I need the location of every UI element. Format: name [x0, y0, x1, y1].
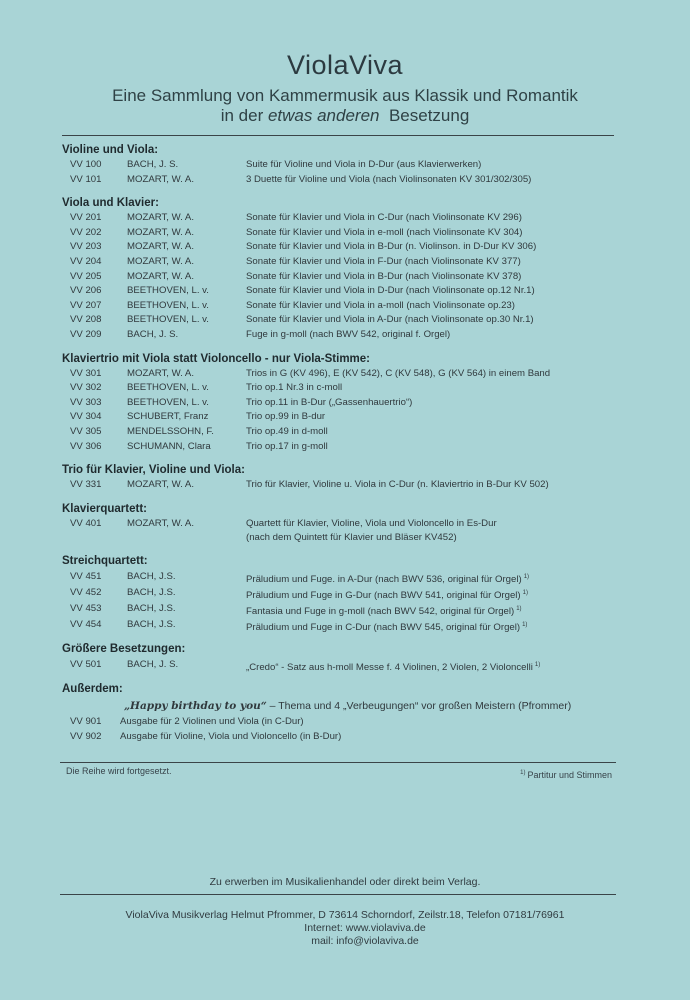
catalog-number: VV 203	[70, 241, 102, 253]
section-streichquartett	[62, 553, 622, 633]
catalog-row	[62, 478, 622, 493]
composer: BACH, J.S.	[127, 603, 176, 615]
purchase-note: Zu erwerben im Musikalienhandel oder direkt beim Verlag.	[209, 876, 481, 888]
catalog-row	[62, 730, 622, 745]
catalog-number: VV 452	[70, 587, 102, 599]
work-title: Trio op.1 Nr.3 in c-moll	[246, 382, 343, 394]
work-title-text: Präludium und Fuge in G-Dur (nach BWV 541, original für Orgel)	[246, 590, 521, 602]
work-title: Suite für Violine und Viola in D-Dur (aus Klavierwerken)	[246, 159, 482, 170]
work-title: Ausgabe für Violine, Viola und Violoncello (in B-Dur)	[120, 730, 342, 742]
section-klaviertrio-viola	[62, 351, 622, 455]
catalog-number: VV 202	[70, 226, 102, 238]
catalog-row	[62, 517, 622, 532]
catalog-number: VV 453	[70, 603, 102, 615]
composer: BEETHOVEN, L. v.	[127, 299, 209, 311]
work-title-continued: (nach dem Quintett für Klavier und Bläser KV452)	[246, 532, 457, 544]
catalog-row	[62, 313, 622, 328]
composer: SCHUBERT, Franz	[127, 411, 209, 423]
catalog-number: VV 501	[70, 659, 102, 671]
subtitle-post: Besetzung	[388, 106, 470, 125]
catalog-number: VV 206	[70, 285, 102, 297]
composer: BEETHOVEN, L. v.	[127, 382, 209, 394]
composer: BACH, J. S.	[127, 659, 179, 671]
composer: SCHUMANN, Clara	[127, 440, 211, 452]
footnote-mark: 1)	[534, 662, 541, 669]
work-title: Sonate für Klavier und Viola in a-moll (nach Violinsonate op.23)	[246, 299, 515, 311]
composer: MOZART, W. A.	[127, 173, 194, 185]
work-title: Trios in G (KV 496), E (KV 542), C (KV 548), G (KV 564) in einem Band	[246, 367, 551, 379]
catalog-row	[62, 381, 622, 396]
catalog-number: VV 305	[70, 425, 102, 437]
catalog-row	[62, 226, 622, 241]
catalog-number: VV 303	[70, 396, 102, 408]
top-divider	[62, 135, 614, 136]
publisher-internet: Internet: www.violaviva.de	[304, 922, 426, 934]
catalog-row	[62, 569, 622, 585]
catalog-row	[62, 240, 622, 255]
birthday-title: „Happy birthday to you“	[124, 700, 267, 713]
section-klavierquartett	[62, 501, 622, 546]
footnote-mark: 1)	[522, 622, 528, 629]
footnote-mark: 1)	[520, 770, 526, 776]
composer: MOZART, W. A.	[127, 479, 194, 491]
work-title: Quartett für Klavier, Violine, Viola und Violoncello in Es-Dur	[246, 517, 497, 529]
composer: BEETHOVEN, L. v.	[127, 314, 209, 326]
catalog-row	[62, 173, 622, 188]
catalog-number: VV 201	[70, 212, 102, 224]
work-title-text: Präludium und Fuge. in A-Dur (nach BWV 536, original für Orgel)	[246, 574, 522, 586]
catalog-number: VV 101	[70, 173, 102, 185]
work-title: Trio op.11 in B-Dur („Gassenhauertrio“)	[246, 396, 413, 408]
subtitle-pre: in der	[220, 106, 264, 125]
section-heading: Violine und Viola:	[62, 144, 159, 156]
section-heading: Viola und Klavier:	[62, 197, 159, 210]
catalog-row	[62, 425, 622, 440]
catalog-number: VV 208	[70, 314, 102, 326]
work-title: Sonate für Klavier und Viola in D-Dur (nach Violinsonate op.12 Nr.1)	[246, 285, 535, 297]
work-title: Trio op.49 in d-moll	[246, 425, 328, 437]
page-title: ViolaViva	[286, 50, 404, 80]
composer: MOZART, W. A.	[127, 255, 194, 267]
birthday-entry	[62, 697, 622, 715]
composer: BACH, J. S.	[127, 328, 179, 340]
catalog-row	[62, 410, 622, 425]
work-title: Sonate für Klavier und Viola in A-Dur (nach Violinsonate op.30 Nr.1)	[246, 314, 534, 326]
subtitle-line-1: Eine Sammlung von Kammermusik aus Klassik und Romantik	[112, 86, 578, 105]
composer: MOZART, W. A.	[127, 517, 194, 529]
section-trio-klavier-violine-viola	[62, 462, 622, 493]
composer: BEETHOVEN, L. v.	[127, 285, 209, 297]
catalog-number: VV 902	[70, 730, 102, 742]
catalog-number: VV 451	[70, 571, 102, 583]
work-title: Ausgabe für 2 Violinen und Viola (in C-Dur)	[120, 716, 304, 728]
section-heading: Trio für Klavier, Violine und Viola:	[62, 464, 245, 477]
footer-divider	[60, 894, 616, 895]
catalog-number: VV 207	[70, 299, 102, 311]
subtitle-line-2	[0, 106, 690, 126]
catalog-number: VV 301	[70, 367, 102, 379]
catalog-row	[62, 255, 622, 270]
catalog-row-continuation	[62, 531, 622, 545]
work-title	[246, 617, 527, 636]
work-title: Trio op.99 in B-dur	[246, 411, 326, 423]
composer: MOZART, W. A.	[127, 367, 194, 379]
composer: BACH, J. S.	[127, 159, 179, 170]
section-ausserdem	[62, 681, 622, 744]
composer: MOZART, W. A.	[127, 270, 194, 282]
catalog-number: VV 331	[70, 479, 102, 491]
footnote-text: Partitur und Stimmen	[527, 770, 612, 780]
composer: BACH, J.S.	[127, 619, 176, 631]
catalog-number: VV 205	[70, 270, 102, 282]
work-title-text: Fantasia und Fuge in g-moll (nach BWV 542, original für Orgel)	[246, 606, 515, 618]
catalog-number: VV 401	[70, 517, 102, 529]
catalog-number: VV 454	[70, 619, 102, 631]
section-heading: Streichquartett:	[62, 555, 148, 568]
catalog-row	[62, 617, 622, 633]
subtitle-italic: etwas anderen	[267, 106, 380, 125]
catalog-number: VV 304	[70, 411, 102, 423]
work-title: 3 Duette für Violine und Viola (nach Violinsonaten KV 301/302/305)	[246, 173, 532, 185]
section-heading: Klaviertrio mit Viola statt Violoncello - nur Viola-Stimme:	[62, 352, 371, 365]
catalog-row	[62, 601, 622, 617]
work-title: Sonate für Klavier und Viola in B-Dur (n. Violinson. in D-Dur KV 306)	[246, 241, 537, 253]
work-title: Trio für Klavier, Violine u. Viola in C-Dur (n. Klaviertrio in B-Dur KV 502)	[246, 479, 549, 491]
section-heading: Außerdem:	[62, 683, 123, 696]
birthday-description: – Thema und 4 „Verbeugungen“ vor großen Meistern (Pfrommer)	[266, 700, 572, 713]
catalog-row	[62, 715, 622, 730]
catalog-row	[62, 440, 622, 455]
section-groessere-besetzungen	[62, 641, 622, 673]
composer: MOZART, W. A.	[127, 241, 194, 253]
work-title: Sonate für Klavier und Viola in F-Dur (nach Violinsonate KV 377)	[246, 255, 521, 267]
composer: BEETHOVEN, L. v.	[127, 396, 209, 408]
catalog-row	[62, 367, 622, 382]
catalog-number: VV 204	[70, 255, 102, 267]
catalog-row	[62, 328, 622, 343]
catalog-row	[62, 211, 622, 226]
catalog-number: VV 901	[70, 716, 102, 728]
section-heading: Klavierquartett:	[62, 502, 147, 515]
catalog-row	[62, 585, 622, 601]
work-title	[246, 657, 540, 676]
work-title: Trio op.17 in g-moll	[246, 440, 328, 452]
work-title-text: „Credo“ - Satz aus h-moll Messe f. 4 Violinen, 2 Violen, 2 Violoncelli	[246, 662, 533, 674]
publisher-mail: mail: info@violaviva.de	[311, 935, 419, 947]
catalog-row	[62, 284, 622, 299]
section-heading: Größere Besetzungen:	[62, 643, 186, 656]
composer: MOZART, W. A.	[127, 226, 194, 238]
composer: MOZART, W. A.	[127, 212, 194, 224]
bottom-divider	[60, 762, 616, 763]
footnote-mark: 1)	[523, 574, 530, 581]
section-violine-viola	[62, 142, 622, 187]
work-title: Fuge in g-moll (nach BWV 542, original f. Orgel)	[246, 328, 451, 340]
footnote	[520, 770, 612, 780]
composer: BACH, J.S.	[127, 571, 176, 583]
section-viola-klavier	[62, 195, 622, 342]
work-title: Sonate für Klavier und Viola in C-Dur (nach Violinsonate KV 296)	[246, 212, 522, 224]
footnote-mark: 1)	[516, 606, 522, 613]
catalog-number: VV 209	[70, 328, 102, 340]
composer: MENDELSSOHN, F.	[127, 425, 214, 437]
catalog-row	[62, 396, 622, 411]
work-title: Sonate für Klavier und Viola in B-Dur (nach Violinsonate KV 378)	[246, 270, 522, 282]
catalog-row	[62, 657, 622, 673]
series-continues-note: Die Reihe wird fortgesetzt.	[66, 766, 172, 776]
composer: BACH, J.S.	[127, 587, 176, 599]
footnote-mark: 1)	[522, 590, 528, 597]
catalog-number: VV 302	[70, 382, 102, 394]
catalog-row	[62, 158, 622, 173]
catalog-row	[62, 270, 622, 285]
catalog-number: VV 100	[70, 159, 102, 170]
work-title: Sonate für Klavier und Viola in e-moll (nach Violinsonate KV 304)	[246, 226, 523, 238]
publisher-address: ViolaViva Musikverlag Helmut Pfrommer, D 73614 Schorndorf, Zeilstr.18, Telefon 07181/76961	[125, 909, 565, 921]
catalog-number: VV 306	[70, 440, 102, 452]
catalog-row	[62, 299, 622, 314]
work-title-text: Präludium und Fuge in C-Dur (nach BWV 545, original für Orgel)	[246, 622, 521, 634]
catalog-list	[62, 142, 622, 744]
